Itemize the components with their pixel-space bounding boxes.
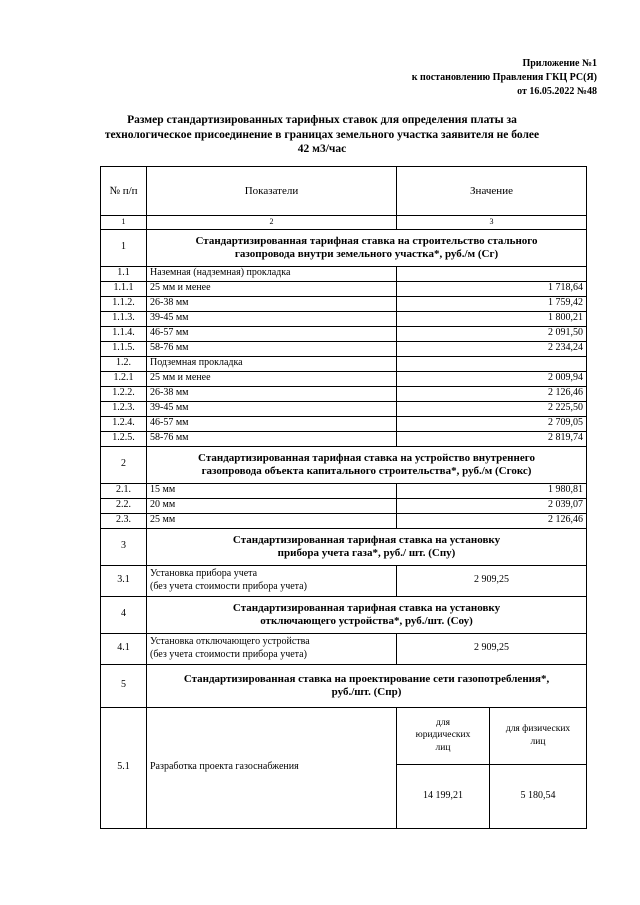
table-row [101, 498, 587, 513]
section-row [101, 596, 587, 633]
section-title-line: газопровода внутри земельного участка*, руб./м (Сг) [234, 247, 499, 260]
table-row [101, 401, 587, 416]
row-value: 2 909,25 [397, 633, 587, 664]
row-num: 2.2. [101, 498, 147, 513]
row-value: 1 980,81 [397, 483, 587, 498]
individuals-header-line: для физических [505, 724, 571, 734]
row-label: 58-76 мм [147, 341, 397, 356]
individuals-value: 5 180,54 [490, 764, 587, 828]
table-row [101, 371, 587, 386]
title-line-3: 42 м3/час [297, 143, 347, 155]
table-index-row [101, 216, 587, 230]
section-title [147, 664, 587, 707]
row-label: 25 мм и менее [147, 371, 397, 386]
row-label: Разработка проекта газоснабжения [147, 707, 397, 828]
row-num: 1.2.4. [101, 416, 147, 431]
section-title-line: газопровода объекта капитального строительства*, руб./м (Сгокс) [201, 464, 532, 477]
row-value: 2 126,46 [397, 386, 587, 401]
section-row [101, 446, 587, 483]
row-num: 5.1 [101, 707, 147, 828]
tariff-table [100, 166, 587, 829]
section-title [147, 446, 587, 483]
row-value: 2 091,50 [397, 326, 587, 341]
row-label: Наземная (надземная) прокладка [147, 266, 397, 281]
row-label-line: (без учета стоимости прибора учета) [150, 648, 307, 660]
row-num: 2.1. [101, 483, 147, 498]
table-row [101, 296, 587, 311]
row-num: 1.1.2. [101, 296, 147, 311]
appendix-line-2: к постановлению Правления ГКЦ РС(Я) [411, 72, 597, 83]
row-label: 20 мм [147, 498, 397, 513]
section-title [147, 528, 587, 565]
row-label: 25 мм [147, 513, 397, 528]
row-value: 1 759,42 [397, 296, 587, 311]
table-row [101, 513, 587, 528]
row-num: 1.1.5. [101, 341, 147, 356]
section-title-line: Стандартизированная тарифная ставка на строительство стального [195, 235, 538, 247]
table-row [101, 386, 587, 401]
header-indicator: Показатели [147, 167, 397, 216]
row-value: 2 234,24 [397, 341, 587, 356]
appendix-line-3: от 16.05.2022 №48 [517, 86, 597, 97]
section-title-line: Стандартизированная ставка на проектирование сети газопотребления*, [183, 673, 550, 685]
row-value: 2 819,74 [397, 431, 587, 446]
section-num: 2 [101, 446, 147, 483]
section-title-line: Стандартизированная тарифная ставка на установку [232, 534, 501, 546]
table-row [101, 311, 587, 326]
legal-header-line: для [436, 717, 450, 728]
section-num: 3 [101, 528, 147, 565]
row-label: 39-45 мм [147, 311, 397, 326]
legal-entities-value: 14 199,21 [397, 764, 490, 828]
row-label: 25 мм и менее [147, 281, 397, 296]
table-row [101, 281, 587, 296]
row-label: Подземная прокладка [147, 356, 397, 371]
section-title [147, 596, 587, 633]
section-title-line: отключающего устройства*, руб./шт. (Соу) [260, 614, 473, 627]
row-num: 1.2.3. [101, 401, 147, 416]
row-num: 4.1 [101, 633, 147, 664]
table-row [101, 565, 587, 596]
table-row [101, 707, 587, 764]
row-value: 2 009,94 [397, 371, 587, 386]
section-title-line: руб./шт. (Спр) [331, 685, 402, 698]
document-title [60, 113, 584, 157]
row-value [397, 356, 587, 371]
row-label-line: Установка отключающего устройства [150, 636, 310, 647]
legal-entities-header [397, 707, 490, 764]
section-num: 1 [101, 229, 147, 266]
table-row [101, 483, 587, 498]
row-value: 2 909,25 [397, 565, 587, 596]
row-label: 26-38 мм [147, 386, 397, 401]
section-num: 4 [101, 596, 147, 633]
title-line-2: технологическое присоединение в границах земельного участка заявителя не более [104, 128, 540, 141]
row-label: 26-38 мм [147, 296, 397, 311]
table-row [101, 326, 587, 341]
row-num: 2.3. [101, 513, 147, 528]
row-label: 46-57 мм [147, 416, 397, 431]
table-row [101, 341, 587, 356]
legal-header-line: юридических [415, 730, 471, 741]
table-row [101, 356, 587, 371]
row-value [397, 266, 587, 281]
index-2: 2 [147, 216, 397, 230]
row-num: 1.1 [101, 266, 147, 281]
row-value: 2 126,46 [397, 513, 587, 528]
row-num: 1.2.5. [101, 431, 147, 446]
row-label-line: Установка прибора учета [150, 568, 258, 579]
row-label: 15 мм [147, 483, 397, 498]
table-row [101, 633, 587, 664]
row-value: 2 225,50 [397, 401, 587, 416]
section-title-line: прибора учета газа*, руб./ шт. (Спу) [277, 546, 456, 559]
row-num: 1.1.4. [101, 326, 147, 341]
row-value: 2 709,05 [397, 416, 587, 431]
section-row [101, 664, 587, 707]
row-label [147, 565, 397, 596]
row-num: 1.2. [101, 356, 147, 371]
row-num: 3.1 [101, 565, 147, 596]
row-label: 58-76 мм [147, 431, 397, 446]
row-label [147, 633, 397, 664]
legal-header-line: лиц [435, 742, 451, 753]
section-title-line: Стандартизированная тарифная ставка на установку [232, 602, 501, 614]
row-num: 1.2.2. [101, 386, 147, 401]
table-row [101, 416, 587, 431]
appendix-line-1: Приложение №1 [522, 58, 597, 69]
table-header-row [101, 167, 587, 216]
row-value: 1 800,21 [397, 311, 587, 326]
row-num: 1.2.1 [101, 371, 147, 386]
row-label-line: (без учета стоимости прибора учета) [150, 580, 307, 592]
section-num: 5 [101, 664, 147, 707]
title-line-1: Размер стандартизированных тарифных ставок для определения платы за [127, 114, 517, 126]
row-label: 39-45 мм [147, 401, 397, 416]
appendix-header [412, 57, 597, 99]
individuals-header-line: лиц [530, 736, 546, 747]
table-row [101, 266, 587, 281]
section-row [101, 229, 587, 266]
section-title-line: Стандартизированная тарифная ставка на устройство внутреннего [198, 452, 535, 464]
row-value: 1 718,64 [397, 281, 587, 296]
row-label: 46-57 мм [147, 326, 397, 341]
row-num: 1.1.3. [101, 311, 147, 326]
header-value: Значение [397, 167, 587, 216]
section-row [101, 528, 587, 565]
row-value: 2 039,07 [397, 498, 587, 513]
header-num: № п/п [101, 167, 147, 216]
row-num: 1.1.1 [101, 281, 147, 296]
index-1: 1 [101, 216, 147, 230]
table-row [101, 431, 587, 446]
index-3: 3 [397, 216, 587, 230]
section-title [147, 229, 587, 266]
individuals-header [490, 707, 587, 764]
